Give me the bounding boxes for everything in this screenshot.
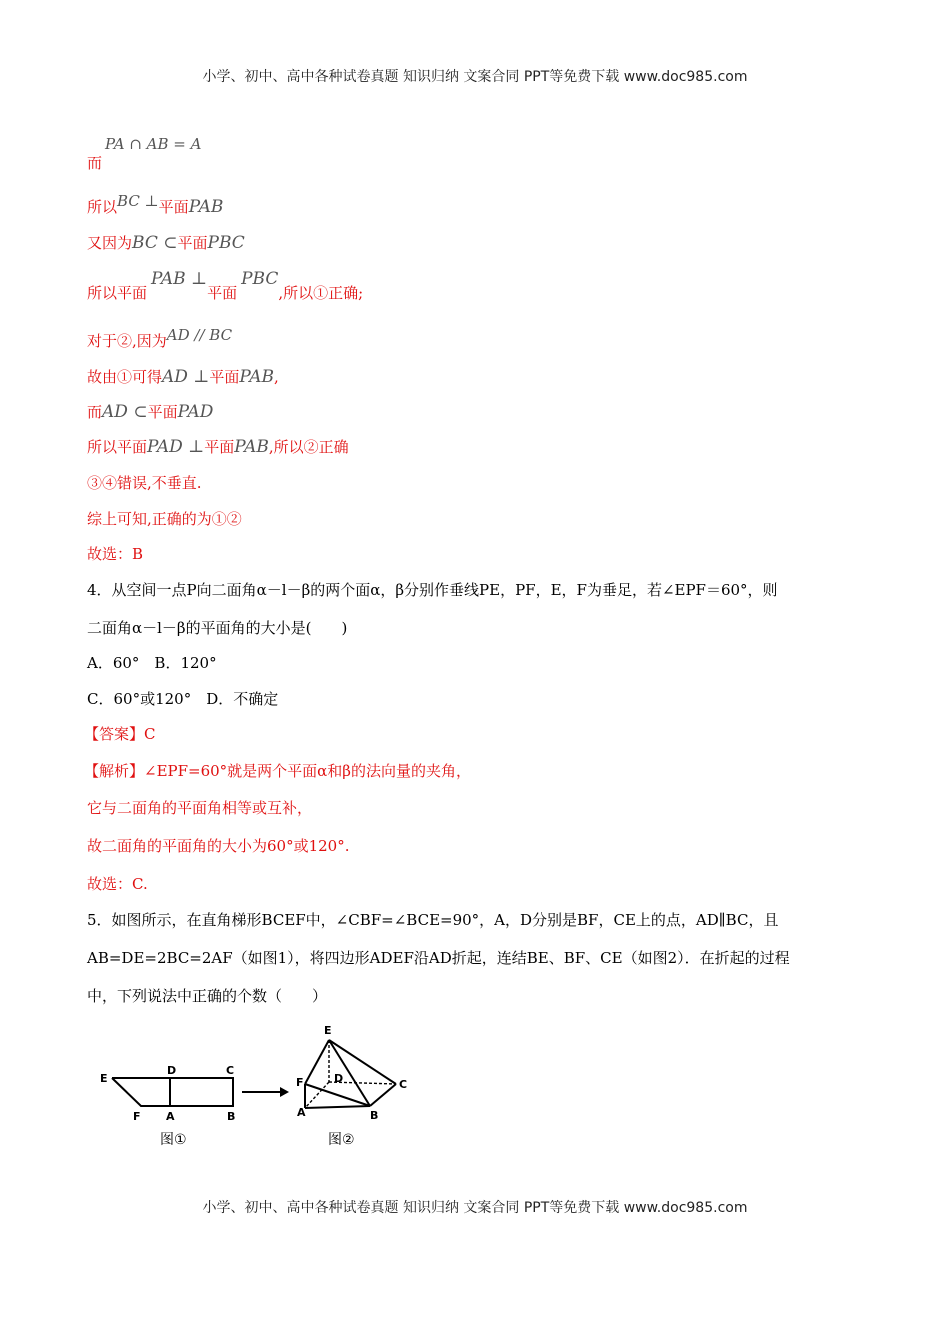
fig1-label-e: E [100, 1072, 108, 1085]
text: 所以 [87, 198, 118, 216]
fig2-label-f: F [296, 1076, 304, 1089]
page-footer: 小学、初中、高中各种试卷真题 知识归纳 文案合同 PPT等免费下载 www.doc985.com [202, 1200, 748, 1216]
text: 平面 [207, 284, 238, 302]
math-expression: AD ⊥ [162, 367, 210, 387]
text: 而 [87, 403, 103, 421]
fig2-caption: 图② [328, 1132, 355, 1148]
text: 平面 [158, 198, 189, 216]
solution-line-5 [87, 326, 233, 351]
solution-line-3 [87, 232, 245, 253]
fig1-label-f: F [133, 1110, 141, 1123]
math-expression: BC ⊂ [132, 233, 178, 253]
q4-options-ab: A．60° B．120° [87, 654, 217, 672]
solution-line-1-text [87, 152, 102, 173]
solution-line-1 [87, 135, 201, 153]
text: 平面 [204, 438, 235, 456]
q4-answer: 【答案】C [84, 725, 156, 743]
fig2-edge-bc [370, 1084, 396, 1106]
math-expression: PA ∩ AB = A [105, 135, 202, 153]
math-expression: PAD [177, 402, 214, 422]
solution-line-2 [87, 192, 224, 217]
fig2-label-c: C [399, 1078, 408, 1091]
math-expression: BC ⊥ [117, 192, 159, 210]
q4-choose: 故选：C. [87, 875, 148, 893]
fig2-label-a: A [297, 1106, 306, 1119]
solution-line-9: ③④错误,不垂直. [87, 474, 202, 492]
text: 故由①可得 [87, 368, 163, 386]
fig2-label-b: B [370, 1109, 379, 1122]
text: 平面 [147, 403, 178, 421]
text: , [274, 368, 279, 386]
solution-line-8 [87, 436, 349, 457]
fig1-label-c: C [226, 1064, 235, 1077]
q5-figure [90, 1020, 420, 1150]
text: ,所以②正确 [268, 438, 349, 456]
text: 对于②,因为 [87, 332, 167, 350]
fig1-label-d: D [167, 1064, 177, 1077]
solution-line-6 [87, 366, 279, 387]
math-expression: PAB [188, 197, 224, 217]
text: 又因为 [87, 234, 133, 252]
text: ,所以①正确; [278, 284, 364, 302]
text: 平面 [209, 368, 240, 386]
math-expression: PAB ⊥ [151, 269, 208, 289]
q4-options-cd: C．60°或120° D．不确定 [87, 690, 279, 708]
math-expression: PAB [234, 437, 269, 457]
q4-analysis-2: 它与二面角的平面角相等或互补， [87, 799, 313, 817]
math-expression: AD // BC [166, 326, 233, 344]
fig2-edge-ab [305, 1106, 370, 1108]
fig2-edge-ef [305, 1040, 329, 1084]
fig2-label-d: D [334, 1072, 344, 1085]
fig1-label-b: B [227, 1110, 236, 1123]
math-expression: PAD ⊥ [147, 437, 205, 457]
figure-2 [305, 1040, 396, 1108]
text: 所以平面 [87, 284, 148, 302]
figure-1 [112, 1078, 233, 1106]
q4-stem-line-1: 4．从空间一点P向二面角α－l－β的两个面α，β分别作垂线PE，PF，E，F为垂足，若∠EPF＝60°，则 [87, 581, 778, 599]
fig2-label-e: E [324, 1024, 332, 1037]
arrow-head [280, 1087, 289, 1097]
text: 平面 [177, 234, 208, 252]
text: 而 [87, 154, 103, 172]
fig1-trapezoid [112, 1078, 233, 1106]
q5-stem-line-2: AB=DE=2BC=2AF（如图1），将四边形ADEF沿AD折起，连结BE、BF、CE（如图2）．在折起的过程 [87, 949, 790, 967]
q4-analysis-1: 【解析】∠EPF=60°就是两个平面α和β的法向量的夹角， [84, 762, 471, 780]
solution-line-11: 故选：B [87, 545, 144, 563]
math-expression: PBC [207, 233, 245, 253]
q4-analysis-3: 故二面角的平面角的大小为60°或120°. [87, 837, 350, 855]
text: 所以平面 [87, 438, 148, 456]
page-header: 小学、初中、高中各种试卷真题 知识归纳 文案合同 PPT等免费下载 www.doc985.com [202, 69, 748, 85]
solution-line-4 [87, 269, 364, 303]
q5-stem-line-3: 中，下列说法中正确的个数（ ） [87, 987, 328, 1005]
fig2-edge-fb [305, 1084, 370, 1106]
math-expression: PBC [241, 269, 279, 289]
fig1-caption: 图① [160, 1132, 187, 1148]
math-expression: PAB [239, 367, 274, 387]
q4-stem-line-2: 二面角α－l－β的平面角的大小是( ) [87, 619, 348, 637]
q5-stem-line-1: 5．如图所示，在直角梯形BCEF中，∠CBF=∠BCE=90°，A，D分别是BF，CE上的点，AD∥BC，且 [87, 911, 779, 929]
math-expression: AD ⊂ [102, 402, 148, 422]
solution-line-7 [87, 401, 213, 422]
fig1-label-a: A [166, 1110, 175, 1123]
solution-line-10: 综上可知,正确的为①② [87, 510, 242, 528]
